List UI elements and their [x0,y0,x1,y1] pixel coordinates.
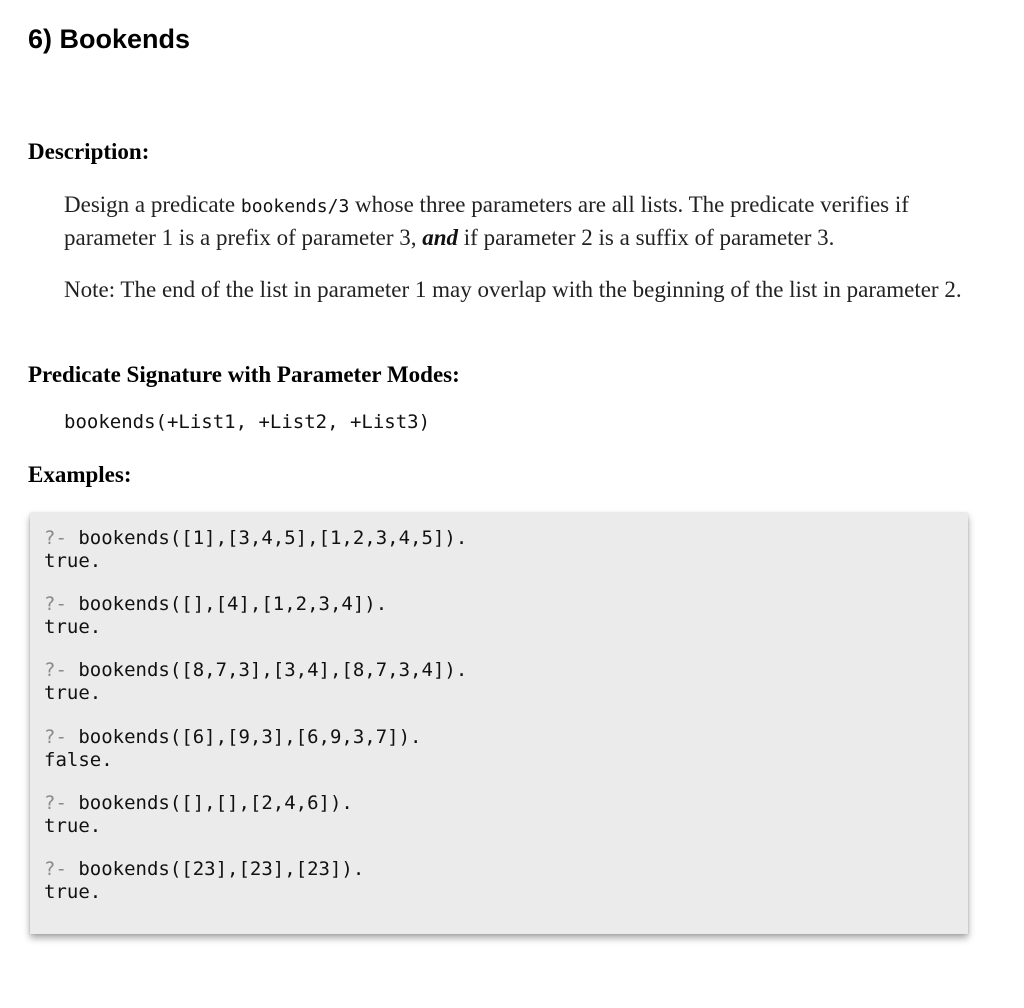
prompt-symbol: ?- [44,593,67,615]
example-result: false. [44,748,113,771]
prompt-symbol: ?- [44,858,67,880]
predicate-signature-code: bookends(+List1, +List2, +List3) [64,411,431,433]
description-heading: Description: [28,139,150,164]
examples-code-block [30,513,968,934]
prompt-symbol: ?- [44,527,67,549]
example-query: bookends([1],[3,4,5],[1,2,3,4,5]). [66,527,468,549]
predicate-name-code: bookends/3 [240,196,350,217]
example-query: bookends([6],[9,3],[6,9,3,7]). [66,726,422,748]
examples-heading: Examples: [28,462,132,487]
example-item [44,593,387,638]
example-item [44,726,422,771]
example-query: bookends([],[],[2,4,6]). [66,792,353,814]
prompt-symbol: ?- [44,659,67,681]
example-item [44,858,364,903]
example-item [44,527,467,572]
note-paragraph: Note: The end of the list in parameter 1 may overlap with the beginning of the list in parameter 2. [64,277,962,302]
page-title: 6) Bookends [28,24,191,54]
description-text-start: Design a predicate [64,192,241,217]
description-text-end: if parameter 2 is a suffix of parameter 3. [458,225,835,250]
emphasis-and: and [422,225,459,250]
example-result: true. [44,681,102,704]
description-text-middle: whose three parameters are all lists. The predicate verifies if parameter 1 is a prefix of parameter 3, [64,192,909,250]
signature-heading: Predicate Signature with Parameter Modes: [28,362,460,387]
example-query: bookends([8,7,3],[3,4],[8,7,3,4]). [66,659,468,681]
example-item [44,792,353,837]
description-paragraph [64,189,979,253]
prompt-symbol: ?- [44,792,67,814]
example-result: true. [44,615,102,638]
example-query: bookends([23],[23],[23]). [66,858,365,880]
example-query: bookends([],[4],[1,2,3,4]). [66,593,388,615]
example-item [44,659,467,704]
example-result: true. [44,880,102,903]
example-result: true. [44,814,102,837]
prompt-symbol: ?- [44,726,67,748]
example-result: true. [44,549,102,572]
